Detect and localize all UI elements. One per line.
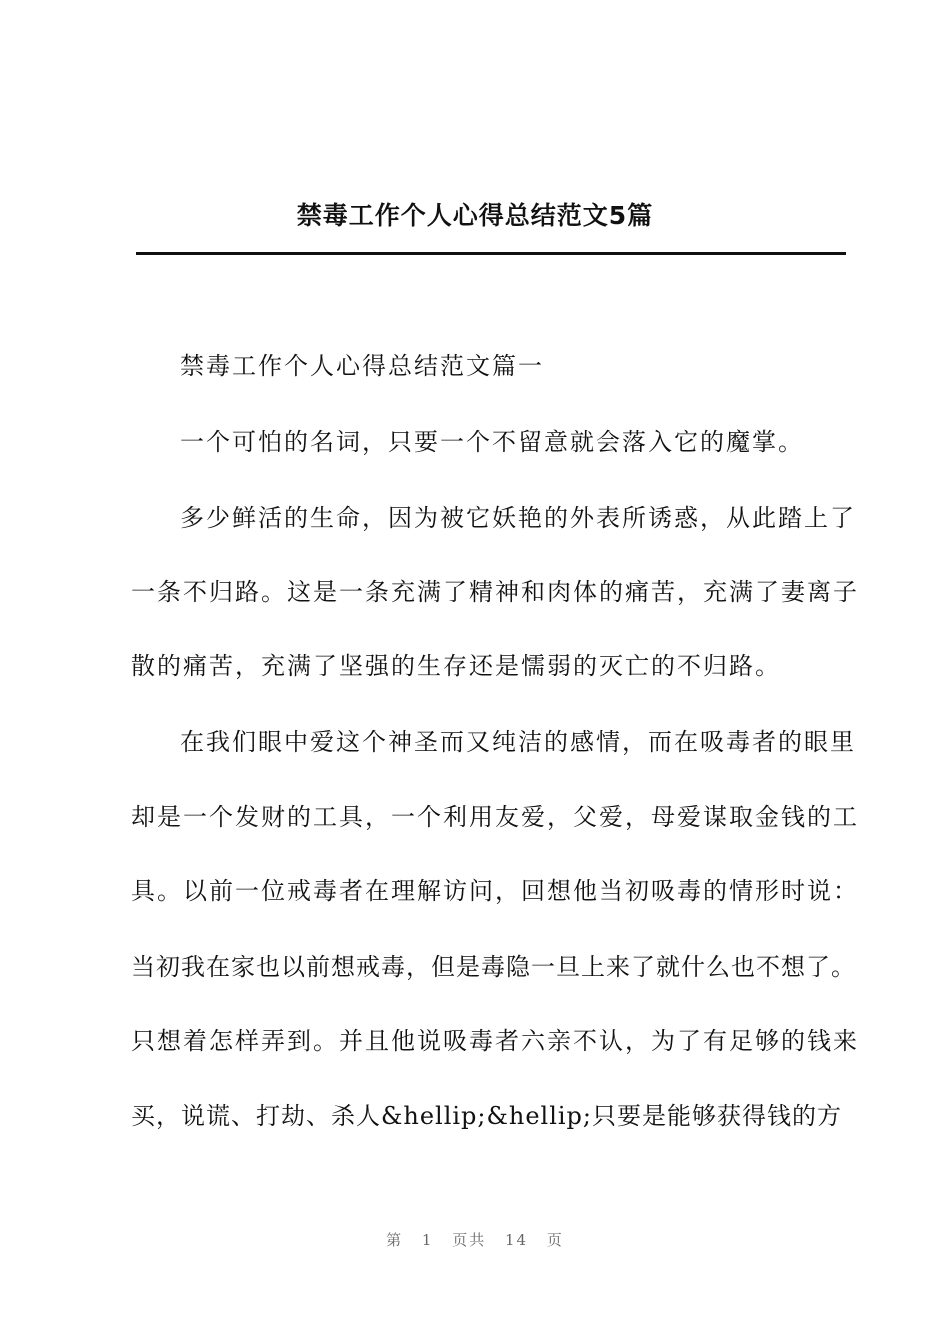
paragraph-line: 具。以前一位戒毒者在理解访问，回想他当初吸毒的情形时说： [131, 877, 859, 905]
paragraph-line: 散的痛苦，充满了坚强的生存还是懦弱的灭亡的不归路。 [131, 652, 781, 680]
paragraph-line: 多少鲜活的生命，因为被它妖艳的外表所诱惑，从此踏上了 [180, 504, 856, 532]
paragraph-line: 在我们眼中爱这个神圣而又纯洁的感情，而在吸毒者的眼里 [180, 728, 856, 756]
paragraph-line: 一条不归路。这是一条充满了精神和肉体的痛苦，充满了妻离子 [131, 578, 859, 606]
total-pages-number: 14 [505, 1231, 529, 1249]
page-footer [0, 1229, 950, 1250]
document-title: 禁毒工作个人心得总结范文5篇 [296, 201, 654, 230]
paragraph-line: 却是一个发财的工具，一个利用友爱，父爱，母爱谋取金钱的工 [131, 803, 859, 831]
paragraph-line: 只想着怎样弄到。并且他说吸毒者六亲不认，为了有足够的钱来 [131, 1027, 859, 1055]
current-page-number: 1 [421, 1231, 434, 1249]
paragraph-line: 买，说谎、打劫、杀人&hellip;&hellip;只要是能够获得钱的方 [131, 1102, 842, 1130]
title-divider [136, 252, 846, 255]
page-label-suffix: 页 [546, 1231, 564, 1249]
page-label-prefix: 第 [386, 1231, 404, 1249]
paragraph-line-heading: 禁毒工作个人心得总结范文篇一 [180, 352, 544, 380]
paragraph-line: 当初我在家也以前想戒毒，但是毒隐一旦上来了就什么也不想了。 [131, 953, 856, 981]
paragraph-line: 一个可怕的名词，只要一个不留意就会落入它的魔掌。 [180, 428, 804, 456]
page-label-middle: 页共 [452, 1231, 487, 1249]
